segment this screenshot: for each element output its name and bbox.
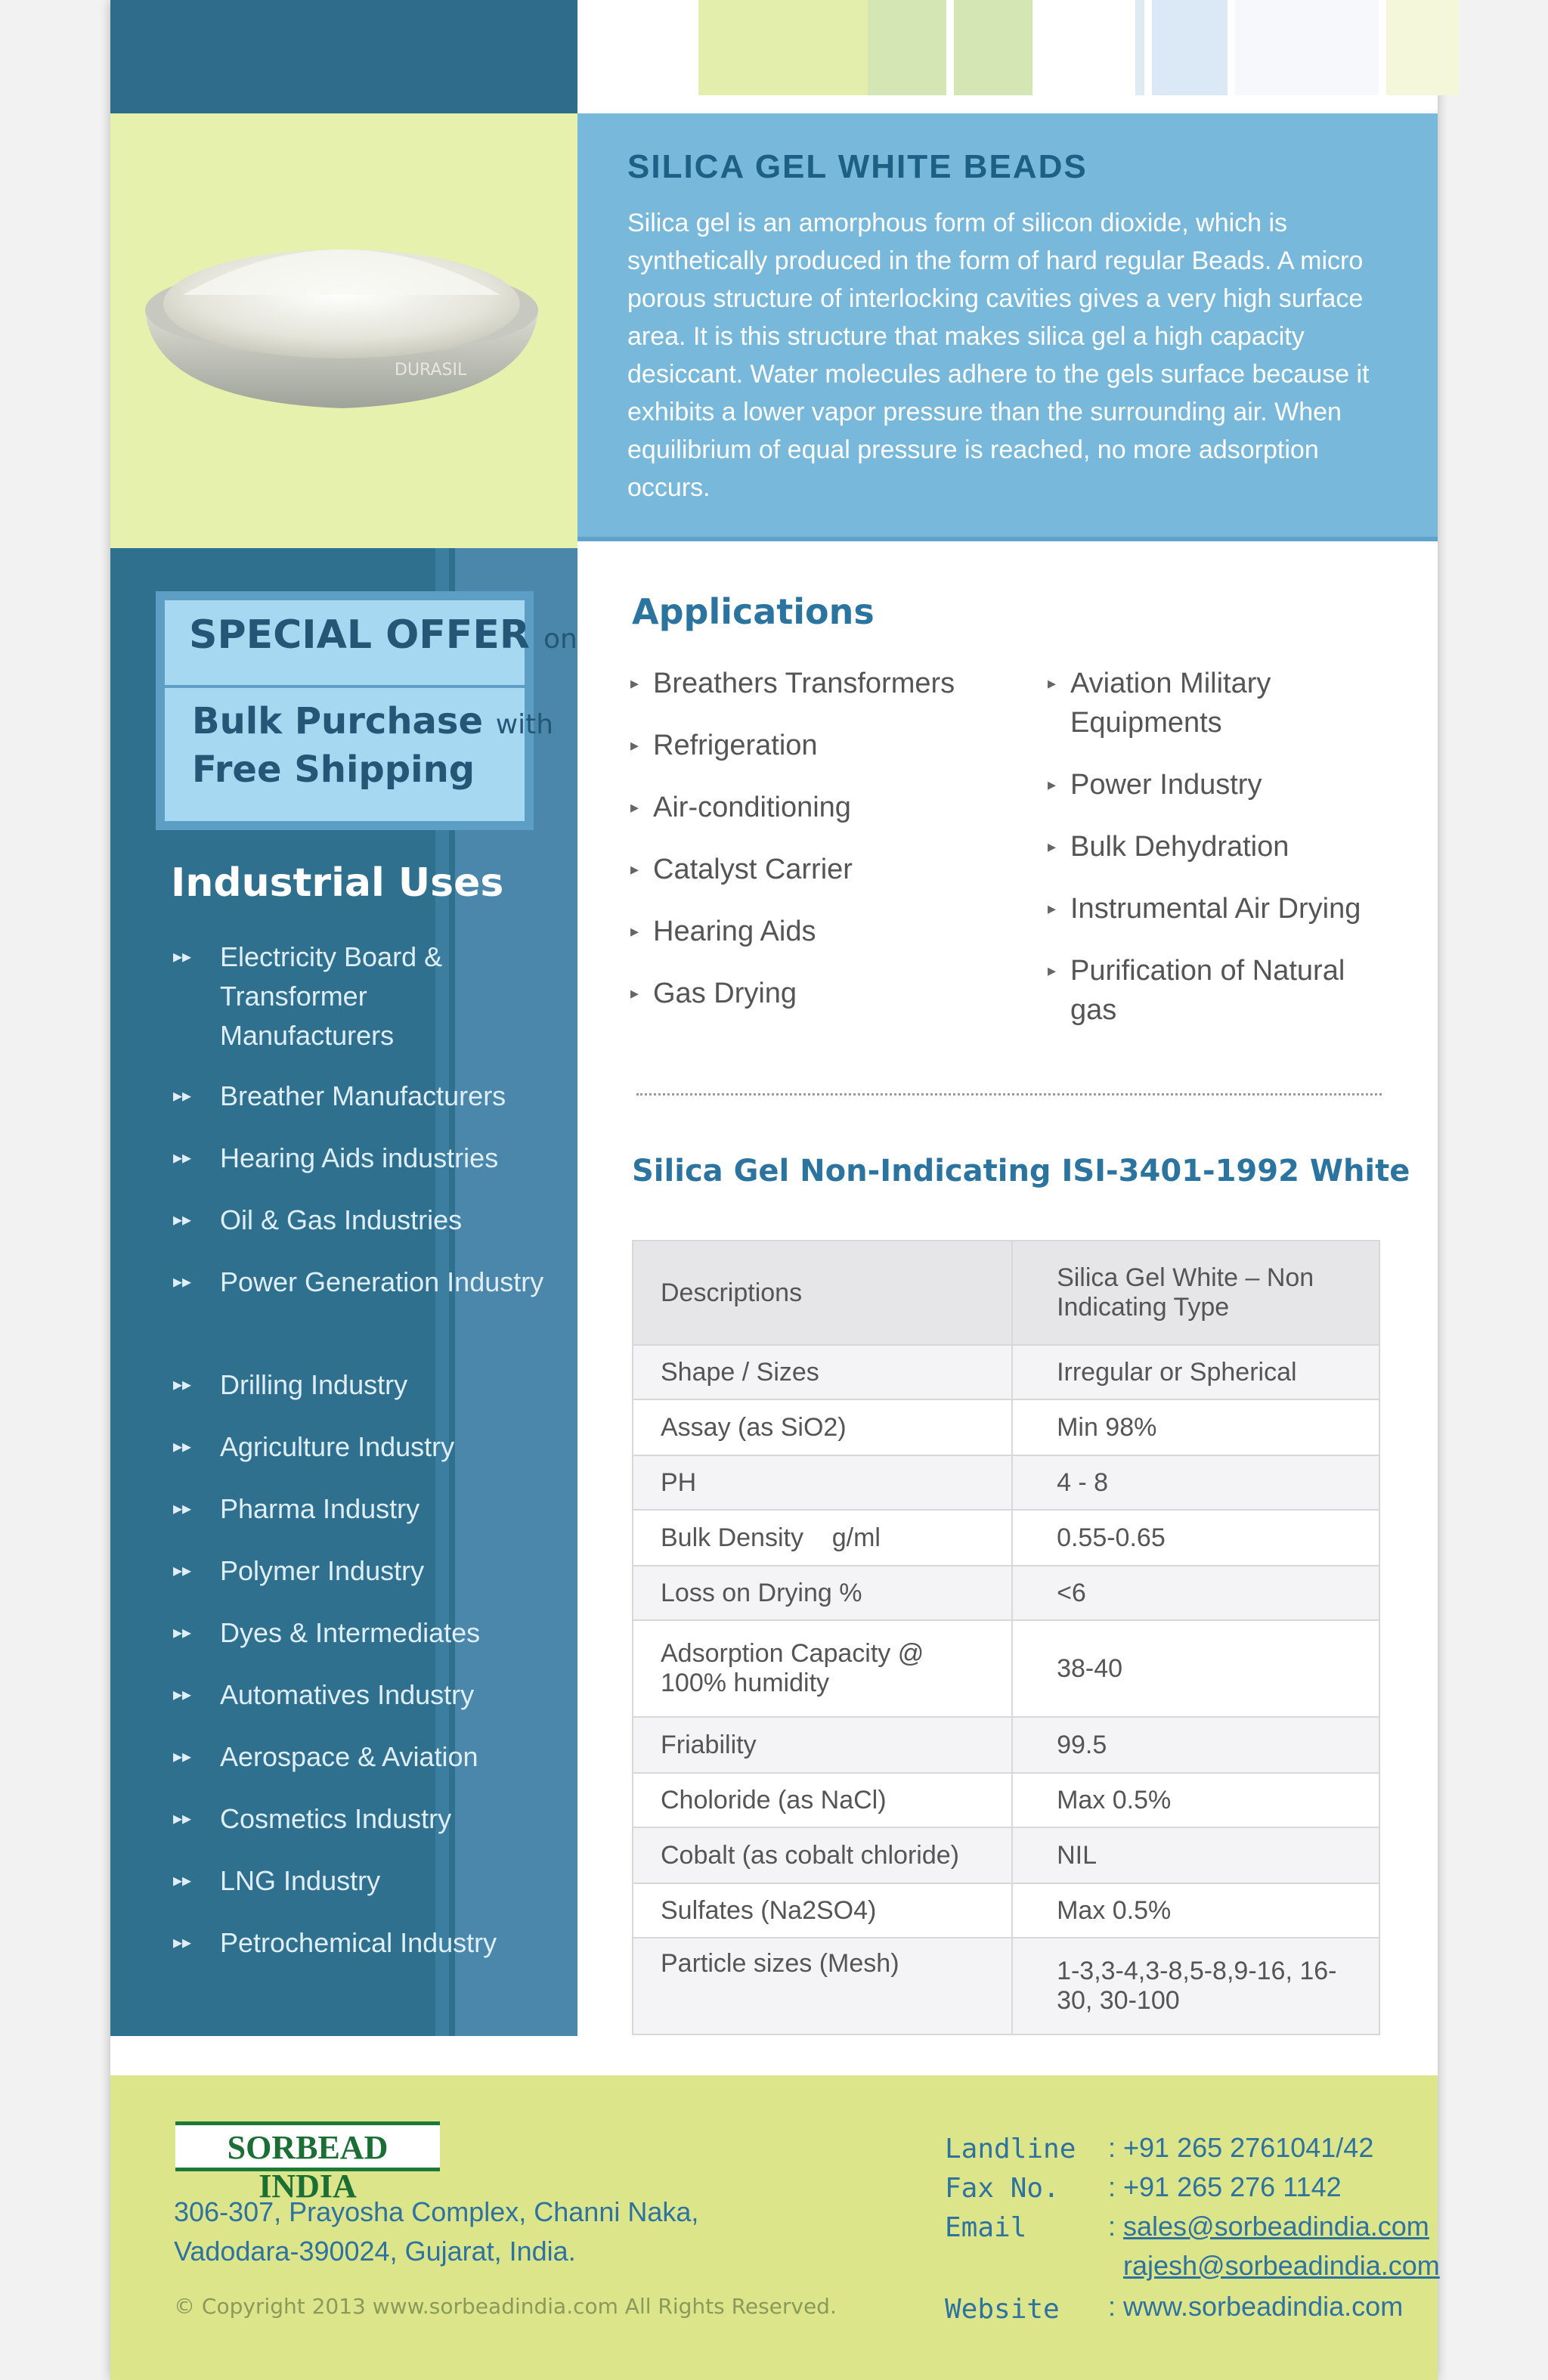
offer-special: SPECIAL OFFER xyxy=(189,612,530,658)
industrial-use-item[interactable] xyxy=(173,1263,545,1302)
table-row xyxy=(633,1455,1379,1510)
use-label: Petrochemical Industry xyxy=(220,1927,497,1958)
table-cell: Bulk Density g/ml xyxy=(633,1510,1012,1566)
table-row xyxy=(633,1883,1379,1938)
industrial-use-item[interactable] xyxy=(173,1489,545,1529)
color-swatch xyxy=(1152,0,1228,95)
silica-gel-dish-image xyxy=(138,227,546,423)
use-label: Electricity Board & Transformer Manufacturers xyxy=(220,941,443,1051)
page xyxy=(110,0,1438,2380)
product-title: SILICA GEL WHITE BEADS xyxy=(627,148,1088,185)
use-label: Dyes & Intermediates xyxy=(220,1617,481,1648)
table-header-cell: Descriptions xyxy=(633,1241,1012,1345)
email-row xyxy=(1108,2211,1429,2242)
application-label: Bulk Dehydration xyxy=(1070,831,1289,863)
table-row xyxy=(633,1566,1379,1620)
table-cell: Loss on Drying % xyxy=(633,1566,1012,1620)
application-item xyxy=(630,850,1076,889)
use-label: Aerospace & Aviation xyxy=(220,1741,478,1772)
applications-title: Applications xyxy=(632,591,875,632)
application-item xyxy=(630,912,1076,951)
use-label: Agriculture Industry xyxy=(220,1431,455,1462)
product-image-panel xyxy=(110,113,577,548)
email-link-sales[interactable]: sales@sorbeadindia.com xyxy=(1123,2211,1429,2242)
caret-right-icon: ▸ xyxy=(630,860,639,879)
double-chevron-icon: ▸▸ xyxy=(173,1560,192,1581)
table-cell: 38-40 xyxy=(1012,1620,1379,1717)
double-chevron-icon: ▸▸ xyxy=(173,1210,192,1230)
caret-right-icon: ▸ xyxy=(1048,961,1057,980)
table-cell: Max 0.5% xyxy=(1012,1773,1379,1827)
double-chevron-icon: ▸▸ xyxy=(173,1746,192,1767)
email-label: Email xyxy=(945,2212,1027,2243)
table-cell: Friability xyxy=(633,1717,1012,1773)
address-line: Vadodara-390024, Gujarat, India. xyxy=(174,2236,576,2267)
use-label: LNG Industry xyxy=(220,1865,381,1896)
product-description: Silica gel is an amorphous form of silicon dioxide, which is synthetically produced in the form of hard regular Beads. A micro porous structure of interlocking cavities gives a very high surface area. It is this structure that makes silica gel a high capacity desiccant. Water molecules adhere to the gels surface because it exhibits a lower vapor pressure than the surrounding air. When equilibrium of equal pressure is reached, no more adsorption occurs. xyxy=(627,209,1370,502)
color-swatch xyxy=(1235,0,1379,95)
use-label: Pharma Industry xyxy=(220,1493,420,1524)
table-row xyxy=(633,1620,1379,1717)
caret-right-icon: ▸ xyxy=(1048,674,1057,693)
caret-right-icon: ▸ xyxy=(630,922,639,941)
spec-title: Silica Gel Non-Indicating ISI-3401-1992 White xyxy=(632,1154,1410,1188)
color-swatch xyxy=(698,0,868,95)
use-label: Automatives Industry xyxy=(220,1679,475,1710)
color-swatch xyxy=(868,0,946,95)
table-row xyxy=(633,1345,1379,1399)
offer-line-1 xyxy=(189,612,577,658)
website-link[interactable]: : www.sorbeadindia.com xyxy=(1108,2291,1404,2322)
dish-label: DURASIL xyxy=(395,361,467,380)
table-cell: Sulfates (Na2SO4) xyxy=(633,1883,1012,1938)
table-cell: Choloride (as NaCl) xyxy=(633,1773,1012,1827)
caret-right-icon: ▸ xyxy=(1048,775,1057,794)
double-chevron-icon: ▸▸ xyxy=(173,947,192,967)
industrial-use-item[interactable] xyxy=(173,1427,545,1467)
industrial-use-item[interactable] xyxy=(173,1551,545,1591)
industrial-use-item[interactable] xyxy=(173,1923,545,1963)
use-label: Polymer Industry xyxy=(220,1555,425,1586)
offer-on: on xyxy=(543,624,577,655)
application-item xyxy=(630,974,1076,1013)
application-label: Air-conditioning xyxy=(653,792,851,823)
double-chevron-icon: ▸▸ xyxy=(173,1622,192,1643)
caret-right-icon: ▸ xyxy=(630,736,639,755)
application-item xyxy=(1048,664,1388,742)
application-label: Refrigeration xyxy=(653,730,818,761)
application-item xyxy=(1048,889,1403,928)
application-label: Gas Drying xyxy=(653,978,797,1009)
industrial-use-item[interactable] xyxy=(173,1675,545,1715)
table-header-row xyxy=(633,1241,1379,1345)
hero-divider xyxy=(577,537,1438,541)
spec-table xyxy=(632,1240,1380,2035)
email-link-rajesh[interactable]: rajesh@sorbeadindia.com xyxy=(1123,2250,1440,2281)
table-row xyxy=(633,1510,1379,1566)
header-band-left xyxy=(110,0,577,113)
double-chevron-icon: ▸▸ xyxy=(173,1808,192,1829)
industrial-use-item[interactable] xyxy=(173,1365,545,1405)
use-label: Hearing Aids industries xyxy=(220,1142,499,1173)
table-header-cell: Silica Gel White – Non Indicating Type xyxy=(1012,1241,1379,1345)
application-label: Catalyst Carrier xyxy=(653,854,853,885)
fax-label: Fax No. xyxy=(945,2173,1060,2204)
offer-bulk: Bulk Purchase xyxy=(192,700,484,742)
website-label: Website xyxy=(945,2294,1060,2325)
color-swatch xyxy=(954,0,1033,95)
application-label: Hearing Aids xyxy=(653,916,816,947)
double-chevron-icon: ▸▸ xyxy=(173,1870,192,1891)
application-label: Instrumental Air Drying xyxy=(1070,893,1361,925)
industrial-use-item[interactable] xyxy=(173,1861,545,1901)
color-swatch xyxy=(1135,0,1144,95)
application-label: Purification of Natural gas xyxy=(1070,955,1345,1026)
company-logo[interactable] xyxy=(175,2121,440,2205)
table-row xyxy=(633,1773,1379,1827)
table-cell: 4 - 8 xyxy=(1012,1455,1379,1510)
application-item xyxy=(630,788,1076,827)
table-row xyxy=(633,1938,1379,2034)
table-cell: NIL xyxy=(1012,1827,1379,1883)
email-separator: : xyxy=(1108,2211,1124,2242)
use-label: Oil & Gas Industries xyxy=(220,1204,463,1235)
offer-with: with xyxy=(495,709,554,740)
use-label: Breather Manufacturers xyxy=(220,1080,506,1111)
industrial-uses-title: Industrial Uses xyxy=(171,860,504,906)
table-cell: 0.55-0.65 xyxy=(1012,1510,1379,1566)
offer-shipping: Free Shipping xyxy=(192,748,475,791)
caret-right-icon: ▸ xyxy=(1048,837,1057,856)
section-divider xyxy=(636,1093,1382,1095)
industrial-use-item[interactable] xyxy=(173,1613,545,1653)
industrial-use-item[interactable] xyxy=(173,937,545,1055)
industrial-use-item[interactable] xyxy=(173,1737,545,1777)
double-chevron-icon: ▸▸ xyxy=(173,1086,192,1106)
caret-right-icon: ▸ xyxy=(1048,899,1057,918)
table-cell: Assay (as SiO2) xyxy=(633,1399,1012,1455)
application-item xyxy=(1048,827,1388,866)
use-label: Power Generation Industry xyxy=(220,1266,544,1297)
company-address xyxy=(174,2193,748,2271)
double-chevron-icon: ▸▸ xyxy=(173,1148,192,1168)
table-cell: PH xyxy=(633,1455,1012,1510)
header-band-right xyxy=(577,0,1438,113)
application-item xyxy=(630,726,1076,765)
application-label: Aviation Military Equipments xyxy=(1070,668,1271,739)
address-line: 306-307, Prayosha Complex, Channi Naka, xyxy=(174,2196,699,2227)
application-label: Power Industry xyxy=(1070,769,1262,801)
table-cell: 99.5 xyxy=(1012,1717,1379,1773)
application-item xyxy=(630,664,1076,703)
logo-text: SORBEAD INDIA xyxy=(227,2129,389,2205)
landline-value: : +91 265 2761041/42 xyxy=(1108,2132,1374,2163)
use-label: Drilling Industry xyxy=(220,1369,408,1400)
landline-label: Landline xyxy=(945,2134,1076,2165)
table-row xyxy=(633,1399,1379,1455)
table-cell: Min 98% xyxy=(1012,1399,1379,1455)
caret-right-icon: ▸ xyxy=(630,674,639,693)
table-cell: Shape / Sizes xyxy=(633,1345,1012,1399)
industrial-use-item[interactable] xyxy=(173,1799,545,1839)
double-chevron-icon: ▸▸ xyxy=(173,1436,192,1457)
application-item xyxy=(1048,951,1388,1030)
industrial-use-item[interactable] xyxy=(173,1077,545,1116)
double-chevron-icon: ▸▸ xyxy=(173,1374,192,1395)
table-cell: Cobalt (as cobalt chloride) xyxy=(633,1827,1012,1883)
table-cell: Irregular or Spherical xyxy=(1012,1345,1379,1399)
table-cell: <6 xyxy=(1012,1566,1379,1620)
double-chevron-icon: ▸▸ xyxy=(173,1684,192,1705)
fax-value: : +91 265 276 1142 xyxy=(1108,2171,1342,2202)
table-cell: Max 0.5% xyxy=(1012,1883,1379,1938)
table-cell: Particle sizes (Mesh) xyxy=(633,1938,1012,2034)
table-cell: 1-3,3-4,3-8,5-8,9-16, 16-30, 30-100 xyxy=(1012,1938,1379,2034)
table-row xyxy=(633,1827,1379,1883)
copyright: © Copyright 2013 www.sorbeadindia.com All Rights Reserved. xyxy=(174,2294,837,2319)
table-row xyxy=(633,1717,1379,1773)
table-cell: Adsorption Capacity @ 100% humidity xyxy=(633,1620,1012,1717)
color-swatch xyxy=(1386,0,1459,95)
offer-divider xyxy=(165,685,525,688)
industrial-use-item[interactable] xyxy=(173,1139,545,1178)
double-chevron-icon: ▸▸ xyxy=(173,1498,192,1519)
industrial-use-item[interactable] xyxy=(173,1201,545,1240)
double-chevron-icon: ▸▸ xyxy=(173,1272,192,1292)
application-label: Breathers Transformers xyxy=(653,668,955,699)
caret-right-icon: ▸ xyxy=(630,984,639,1003)
caret-right-icon: ▸ xyxy=(630,798,639,817)
offer-line-2 xyxy=(192,700,553,742)
double-chevron-icon: ▸▸ xyxy=(173,1932,192,1953)
application-item xyxy=(1048,765,1388,804)
use-label: Cosmetics Industry xyxy=(220,1803,452,1834)
